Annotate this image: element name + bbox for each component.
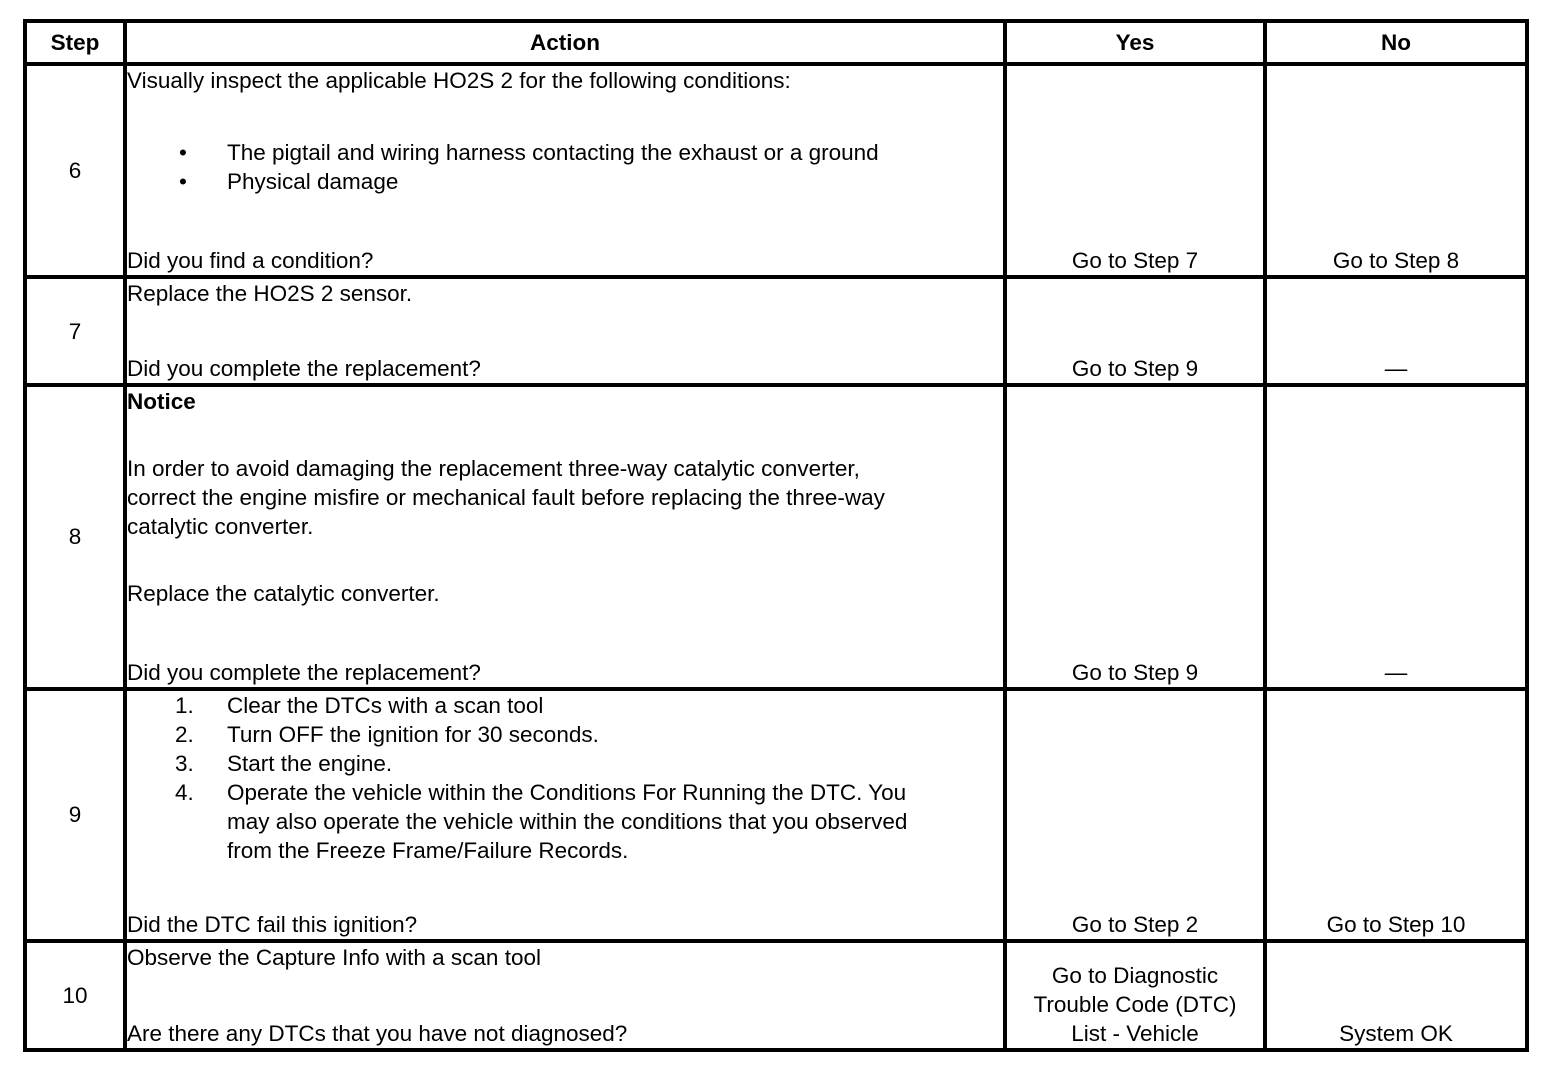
list-number: 3.: [175, 750, 194, 776]
yes-text: Go to Diagnostic: [1051, 963, 1219, 988]
no-cell: —: [1265, 385, 1527, 688]
list-item-text: Turn OFF the ignition for 30 seconds.: [227, 721, 599, 747]
step-number: 8: [25, 385, 125, 688]
spacer: [127, 95, 1003, 138]
list-item: [127, 720, 1003, 749]
table-row: [25, 941, 1527, 1050]
action-question: Did you find a condition?: [127, 248, 374, 274]
header-action: Action: [125, 21, 1005, 64]
action-cell: [125, 64, 1005, 277]
list-item-text: may also operate the vehicle within the conditions that you observed: [227, 808, 908, 834]
table-row: [25, 385, 1527, 688]
notice-text: correct the engine misfire or mechanical fault before replacing the three-way: [127, 485, 885, 511]
action-text: Visually inspect the applicable HO2S 2 for the following conditions:: [127, 68, 791, 93]
list-number: 4.: [175, 779, 194, 805]
list-item-text: Physical damage: [227, 169, 399, 194]
action-question: Did you complete the replacement?: [127, 659, 481, 685]
spacer: [127, 308, 1003, 354]
action-content: [127, 387, 1003, 686]
header-row: [25, 21, 1527, 64]
step-number: 10: [25, 941, 125, 1050]
step-number: 6: [25, 64, 125, 277]
header-step: Step: [25, 21, 125, 64]
list-item-text: The pigtail and wiring harness contacting the exhaust or a ground: [227, 140, 879, 165]
action-content: [127, 66, 1003, 275]
action-question: Did you complete the replacement?: [127, 356, 481, 382]
action-content: [127, 279, 1003, 383]
list-item: [127, 691, 1003, 720]
no-cell: Go to Step 8: [1265, 64, 1527, 277]
action-text: Replace the catalytic converter.: [127, 581, 440, 607]
list-number: 2.: [175, 721, 194, 747]
action-cell: [125, 277, 1005, 385]
header-yes: Yes: [1005, 21, 1265, 64]
table-row: [25, 277, 1527, 385]
table-row: [25, 689, 1527, 941]
spacer: [127, 972, 1003, 1019]
notice-text: In order to avoid damaging the replacement three-way catalytic converter,: [127, 456, 860, 482]
diagnostic-table: [23, 19, 1529, 1052]
no-cell: —: [1265, 277, 1527, 385]
list-number: 1.: [175, 692, 194, 718]
list-item-text: Operate the vehicle within the Conditions For Running the DTC. You: [227, 779, 907, 805]
procedure-list: [127, 691, 1003, 865]
table-row: [25, 64, 1527, 277]
bullet-icon: •: [179, 140, 187, 165]
list-item-text: from the Freeze Frame/Failure Records.: [227, 837, 629, 863]
action-cell: [125, 689, 1005, 941]
action-text: Replace the HO2S 2 sensor.: [127, 281, 413, 307]
action-content: [127, 943, 1003, 1048]
bullet-icon: •: [179, 169, 187, 194]
yes-cell: Go to Step 7: [1005, 64, 1265, 277]
notice-text: catalytic converter.: [127, 514, 314, 540]
action-cell: [125, 941, 1005, 1050]
yes-text: List - Vehicle: [1071, 1021, 1199, 1046]
action-text: Observe the Capture Info with a scan tool: [127, 944, 541, 970]
list-item-text: Clear the DTCs with a scan tool: [227, 692, 544, 718]
list-item: [127, 167, 1003, 196]
spacer: [127, 416, 1003, 454]
list-item: [127, 778, 1003, 865]
yes-text: Trouble Code (DTC): [1033, 992, 1237, 1017]
list-item: [127, 138, 1003, 167]
list-item: [127, 749, 1003, 778]
no-cell: System OK: [1265, 941, 1527, 1050]
action-question: Did the DTC fail this ignition?: [127, 911, 418, 937]
list-item-text: Start the engine.: [227, 750, 393, 776]
spacer: [127, 196, 1003, 246]
spacer: [127, 608, 1003, 657]
action-cell: [125, 385, 1005, 688]
spacer: [127, 541, 1003, 579]
notice-title: Notice: [127, 389, 196, 415]
step-number: 7: [25, 277, 125, 385]
header-no: No: [1265, 21, 1527, 64]
condition-list: [127, 138, 1003, 196]
action-content: [127, 691, 1003, 939]
step-number: 9: [25, 689, 125, 941]
action-question: Are there any DTCs that you have not diagnosed?: [127, 1021, 628, 1046]
spacer: [127, 865, 1003, 910]
no-cell: Go to Step 10: [1265, 689, 1527, 941]
yes-cell: Go to Step 9: [1005, 277, 1265, 385]
yes-cell: [1005, 941, 1265, 1050]
yes-cell: Go to Step 2: [1005, 689, 1265, 941]
yes-cell: Go to Step 9: [1005, 385, 1265, 688]
